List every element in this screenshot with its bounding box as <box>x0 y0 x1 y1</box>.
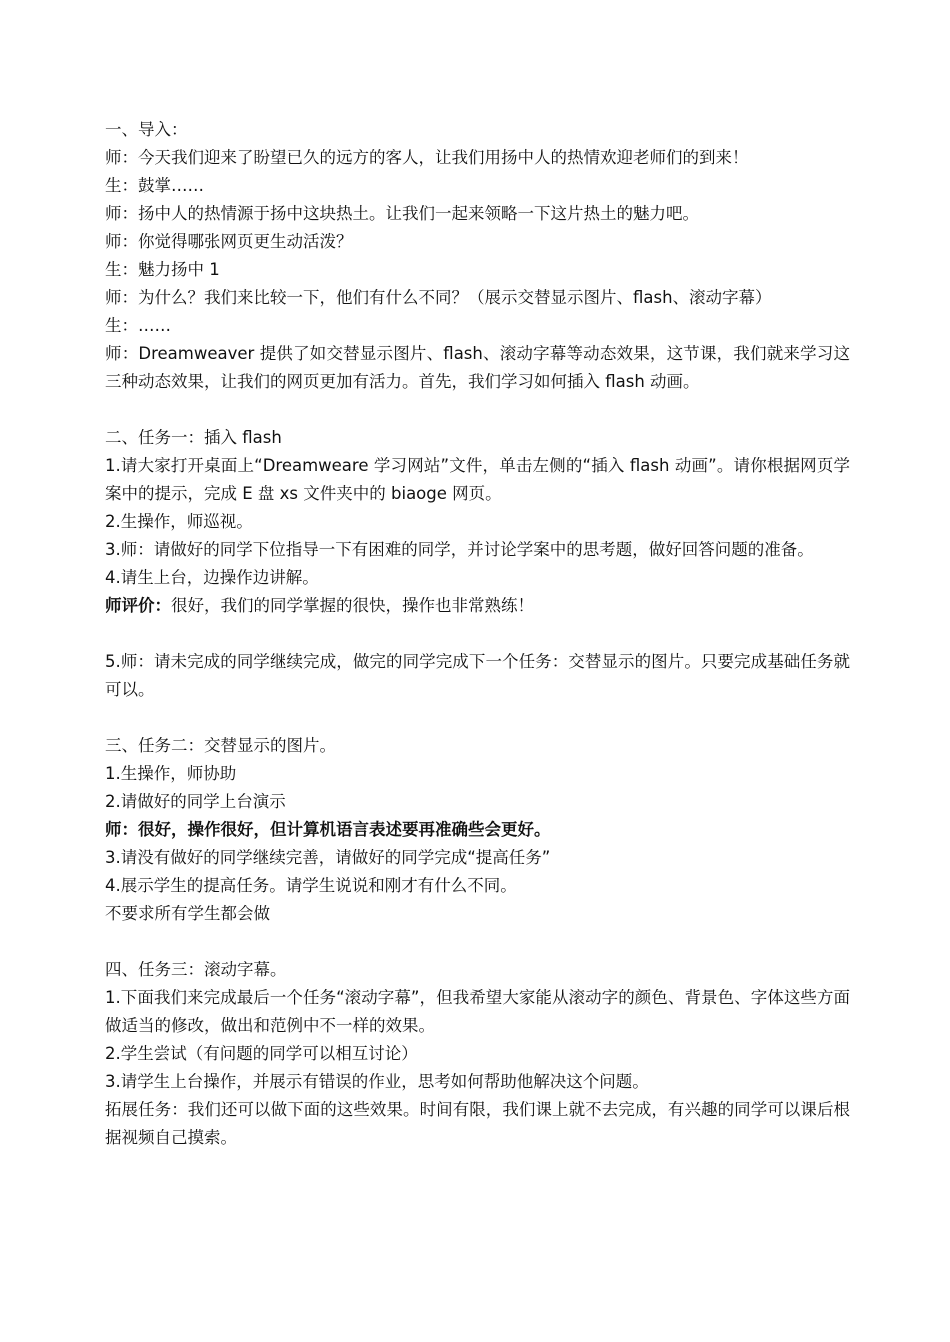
paragraph: 师：今天我们迎来了盼望已久的远方的客人，让我们用扬中人的热情欢迎老师们的到来！ <box>105 148 749 167</box>
list-item: 拓展任务：我们还可以做下面的这些效果。时间有限，我们课上就不去完成，有兴趣的同学可以课后根据视频自己摸索。 <box>105 1100 850 1147</box>
paragraph: 师：扬中人的热情源于扬中这块热土。让我们一起来领略一下这片热土的魅力吧。 <box>105 204 699 223</box>
list-item: 1.生操作，师协助 <box>105 764 237 783</box>
section-heading-intro: 一、导入： <box>105 120 188 139</box>
list-item: 5.师：请未完成的同学继续完成，做完的同学完成下一个任务：交替显示的图片。只要完成基础任务就可以。 <box>105 652 850 699</box>
list-item: 1.下面我们来完成最后一个任务“滚动字幕”，但我希望大家能从滚动字的颜色、背景色、字体这些方面做适当的修改，做出和范例中不一样的效果。 <box>105 988 850 1035</box>
paragraph: 生：…… <box>105 316 171 335</box>
blank-line <box>105 928 850 956</box>
blank-line <box>105 396 850 424</box>
blank-line <box>105 620 850 648</box>
evaluation-label: 师评价： <box>105 596 171 615</box>
section-heading-task1: 二、任务一：插入 flash <box>105 428 282 447</box>
section-heading-task3: 四、任务三：滚动字幕。 <box>105 960 287 979</box>
list-item: 3.请没有做好的同学继续完善，请做好的同学完成“提高任务” <box>105 848 551 867</box>
paragraph: 师：你觉得哪张网页更生动活泼？ <box>105 232 353 251</box>
list-item: 4.请生上台，边操作边讲解。 <box>105 568 319 587</box>
list-item: 4.展示学生的提高任务。请学生说说和刚才有什么不同。 <box>105 876 517 895</box>
evaluation-text: 很好，我们的同学掌握的很快，操作也非常熟练！ <box>171 596 534 615</box>
section-heading-task2: 三、任务二：交替显示的图片。 <box>105 736 336 755</box>
list-item: 2.请做好的同学上台演示 <box>105 792 286 811</box>
document-page <box>105 116 850 1152</box>
list-item: 3.请学生上台操作，并展示有错误的作业，思考如何帮助他解决这个问题。 <box>105 1072 649 1091</box>
list-item: 不要求所有学生都会做 <box>105 904 270 923</box>
blank-line <box>105 704 850 732</box>
paragraph: 生：鼓掌…… <box>105 176 204 195</box>
list-item: 3.师：请做好的同学下位指导一下有困难的同学，并讨论学案中的思考题，做好回答问题的准备。 <box>105 540 814 559</box>
teacher-comment-bold: 师：很好，操作很好，但计算机语言表述要再准确些会更好。 <box>105 820 551 839</box>
paragraph: 生：魅力扬中 1 <box>105 260 220 279</box>
list-item: 2.生操作，师巡视。 <box>105 512 253 531</box>
teacher-evaluation <box>105 592 850 620</box>
list-item: 1.请大家打开桌面上“Dreamweare 学习网站”文件，单击左侧的“插入 flash 动画”。请你根据网页学案中的提示，完成 E 盘 xs 文件夹中的 biaoge 网页。 <box>105 456 850 503</box>
paragraph: 师：Dreamweaver 提供了如交替显示图片、flash、滚动字幕等动态效果，这节课，我们就来学习这三种动态效果，让我们的网页更加有活力。首先，我们学习如何插入 flash 动画。 <box>105 344 850 391</box>
list-item: 2.学生尝试（有问题的同学可以相互讨论） <box>105 1044 418 1063</box>
paragraph: 师：为什么？我们来比较一下，他们有什么不同？（展示交替显示图片、flash、滚动字幕） <box>105 288 772 307</box>
